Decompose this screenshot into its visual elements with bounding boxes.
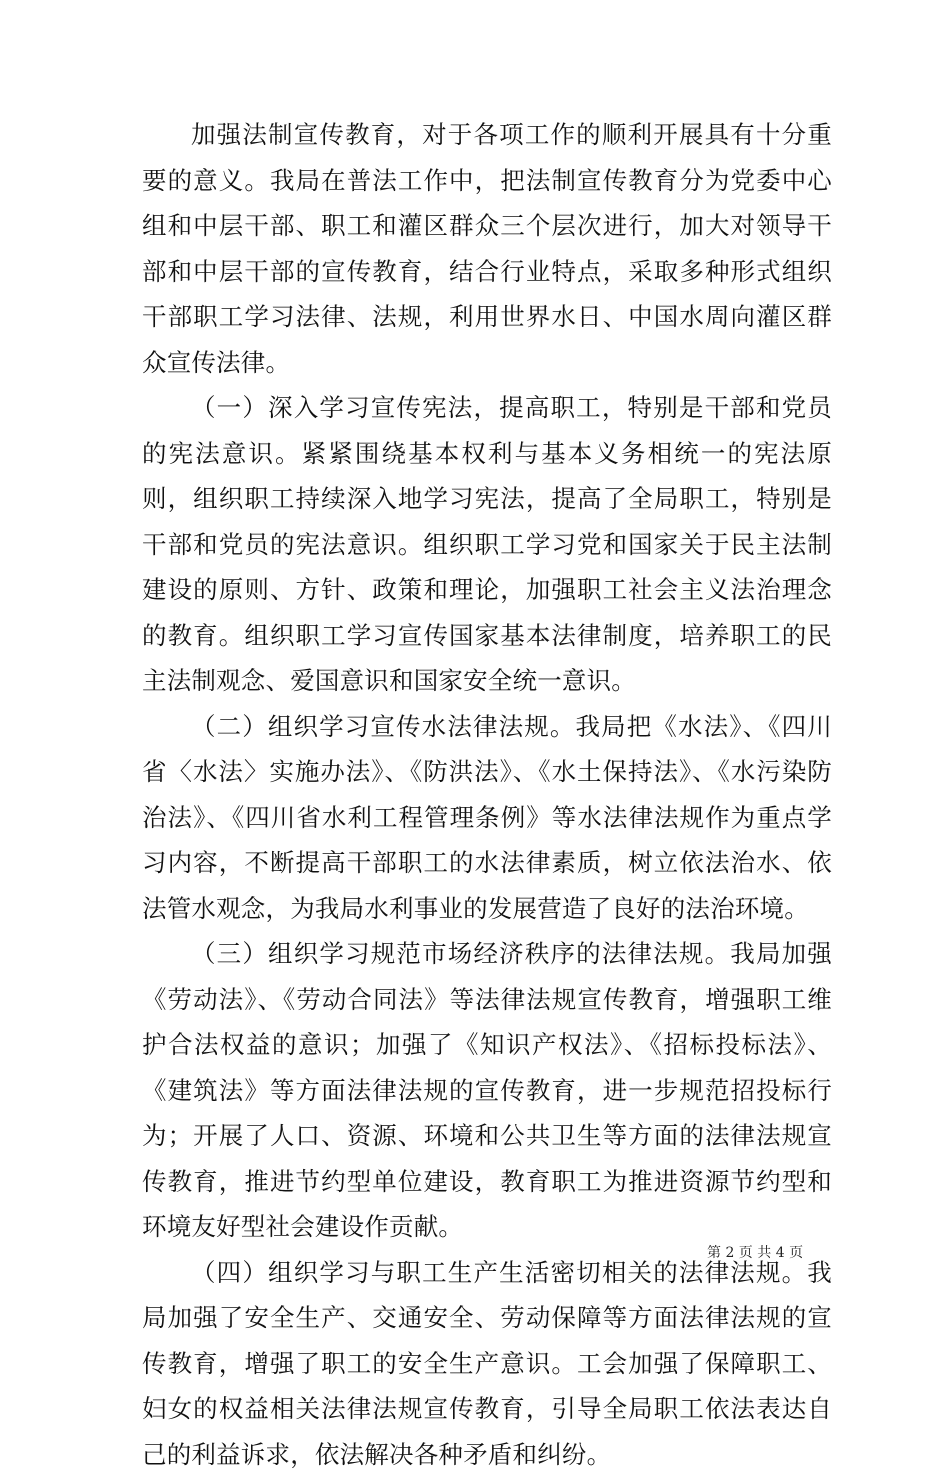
paragraph-section-3: （三）组织学习规范市场经济秩序的法律法规。我局加强《劳动法》、《劳动合同法》等法律法规宣传教育，增强职工维护合法权益的意识；加强了《知识产权法》、《招标投标法》、《建筑法》等方面法律法规的宣传教育，进一步规范招投标行为；开展了人口、资源、环境和公共卫生等方面的法律法规宣传教育，推进节约型单位建设，教育职工为推进资源节约型和环境友好型社会建设作贡献。 — [142, 931, 832, 1250]
paragraph-section-4: （四）组织学习与职工生产生活密切相关的法律法规。我局加强了安全生产、交通安全、劳动保障等方面法律法规的宣传教育，增强了职工的安全生产意识。工会加强了保障职工、妇女的权益相关法律法规宣传教育，引导全局职工依法表达自己的利益诉求，依法解决各种矛盾和纠纷。 — [142, 1250, 832, 1477]
paragraph-section-1: （一）深入学习宣传宪法，提高职工，特别是干部和党员的宪法意识。紧紧围绕基本权利与基本义务相统一的宪法原则，组织职工持续深入地学习宪法，提高了全局职工，特别是干部和党员的宪法意识。组织职工学习党和国家关于民主法制建设的原则、方针、政策和理论，加强职工社会主义法治理念的教育。组织职工学习宣传国家基本法律制度，培养职工的民主法制观念、爱国意识和国家安全统一意识。 — [142, 385, 832, 704]
paragraph-section-2: （二）组织学习宣传水法律法规。我局把《水法》、《四川省〈水法〉实施办法》、《防洪法》、《水土保持法》、《水污染防治法》、《四川省水利工程管理条例》等水法律法规作为重点学习内容，不断提高干部职工的水法律素质，树立依法治水、依法管水观念，为我局水利事业的发展营造了良好的法治环境。 — [142, 704, 832, 932]
page-footer — [707, 1244, 803, 1262]
paragraph-intro: 加强法制宣传教育，对于各项工作的顺利开展具有十分重要的意义。我局在普法工作中，把法制宣传教育分为党委中心组和中层干部、职工和灌区群众三个层次进行，加大对领导干部和中层干部的宣传教育，结合行业特点，采取多种形式组织干部职工学习法律、法规，利用世界水日、中国水周向灌区群众宣传法律。 — [142, 112, 832, 385]
page-number-label: 第 2 页 共 4 页 — [707, 1245, 803, 1261]
document-body — [142, 112, 832, 1477]
